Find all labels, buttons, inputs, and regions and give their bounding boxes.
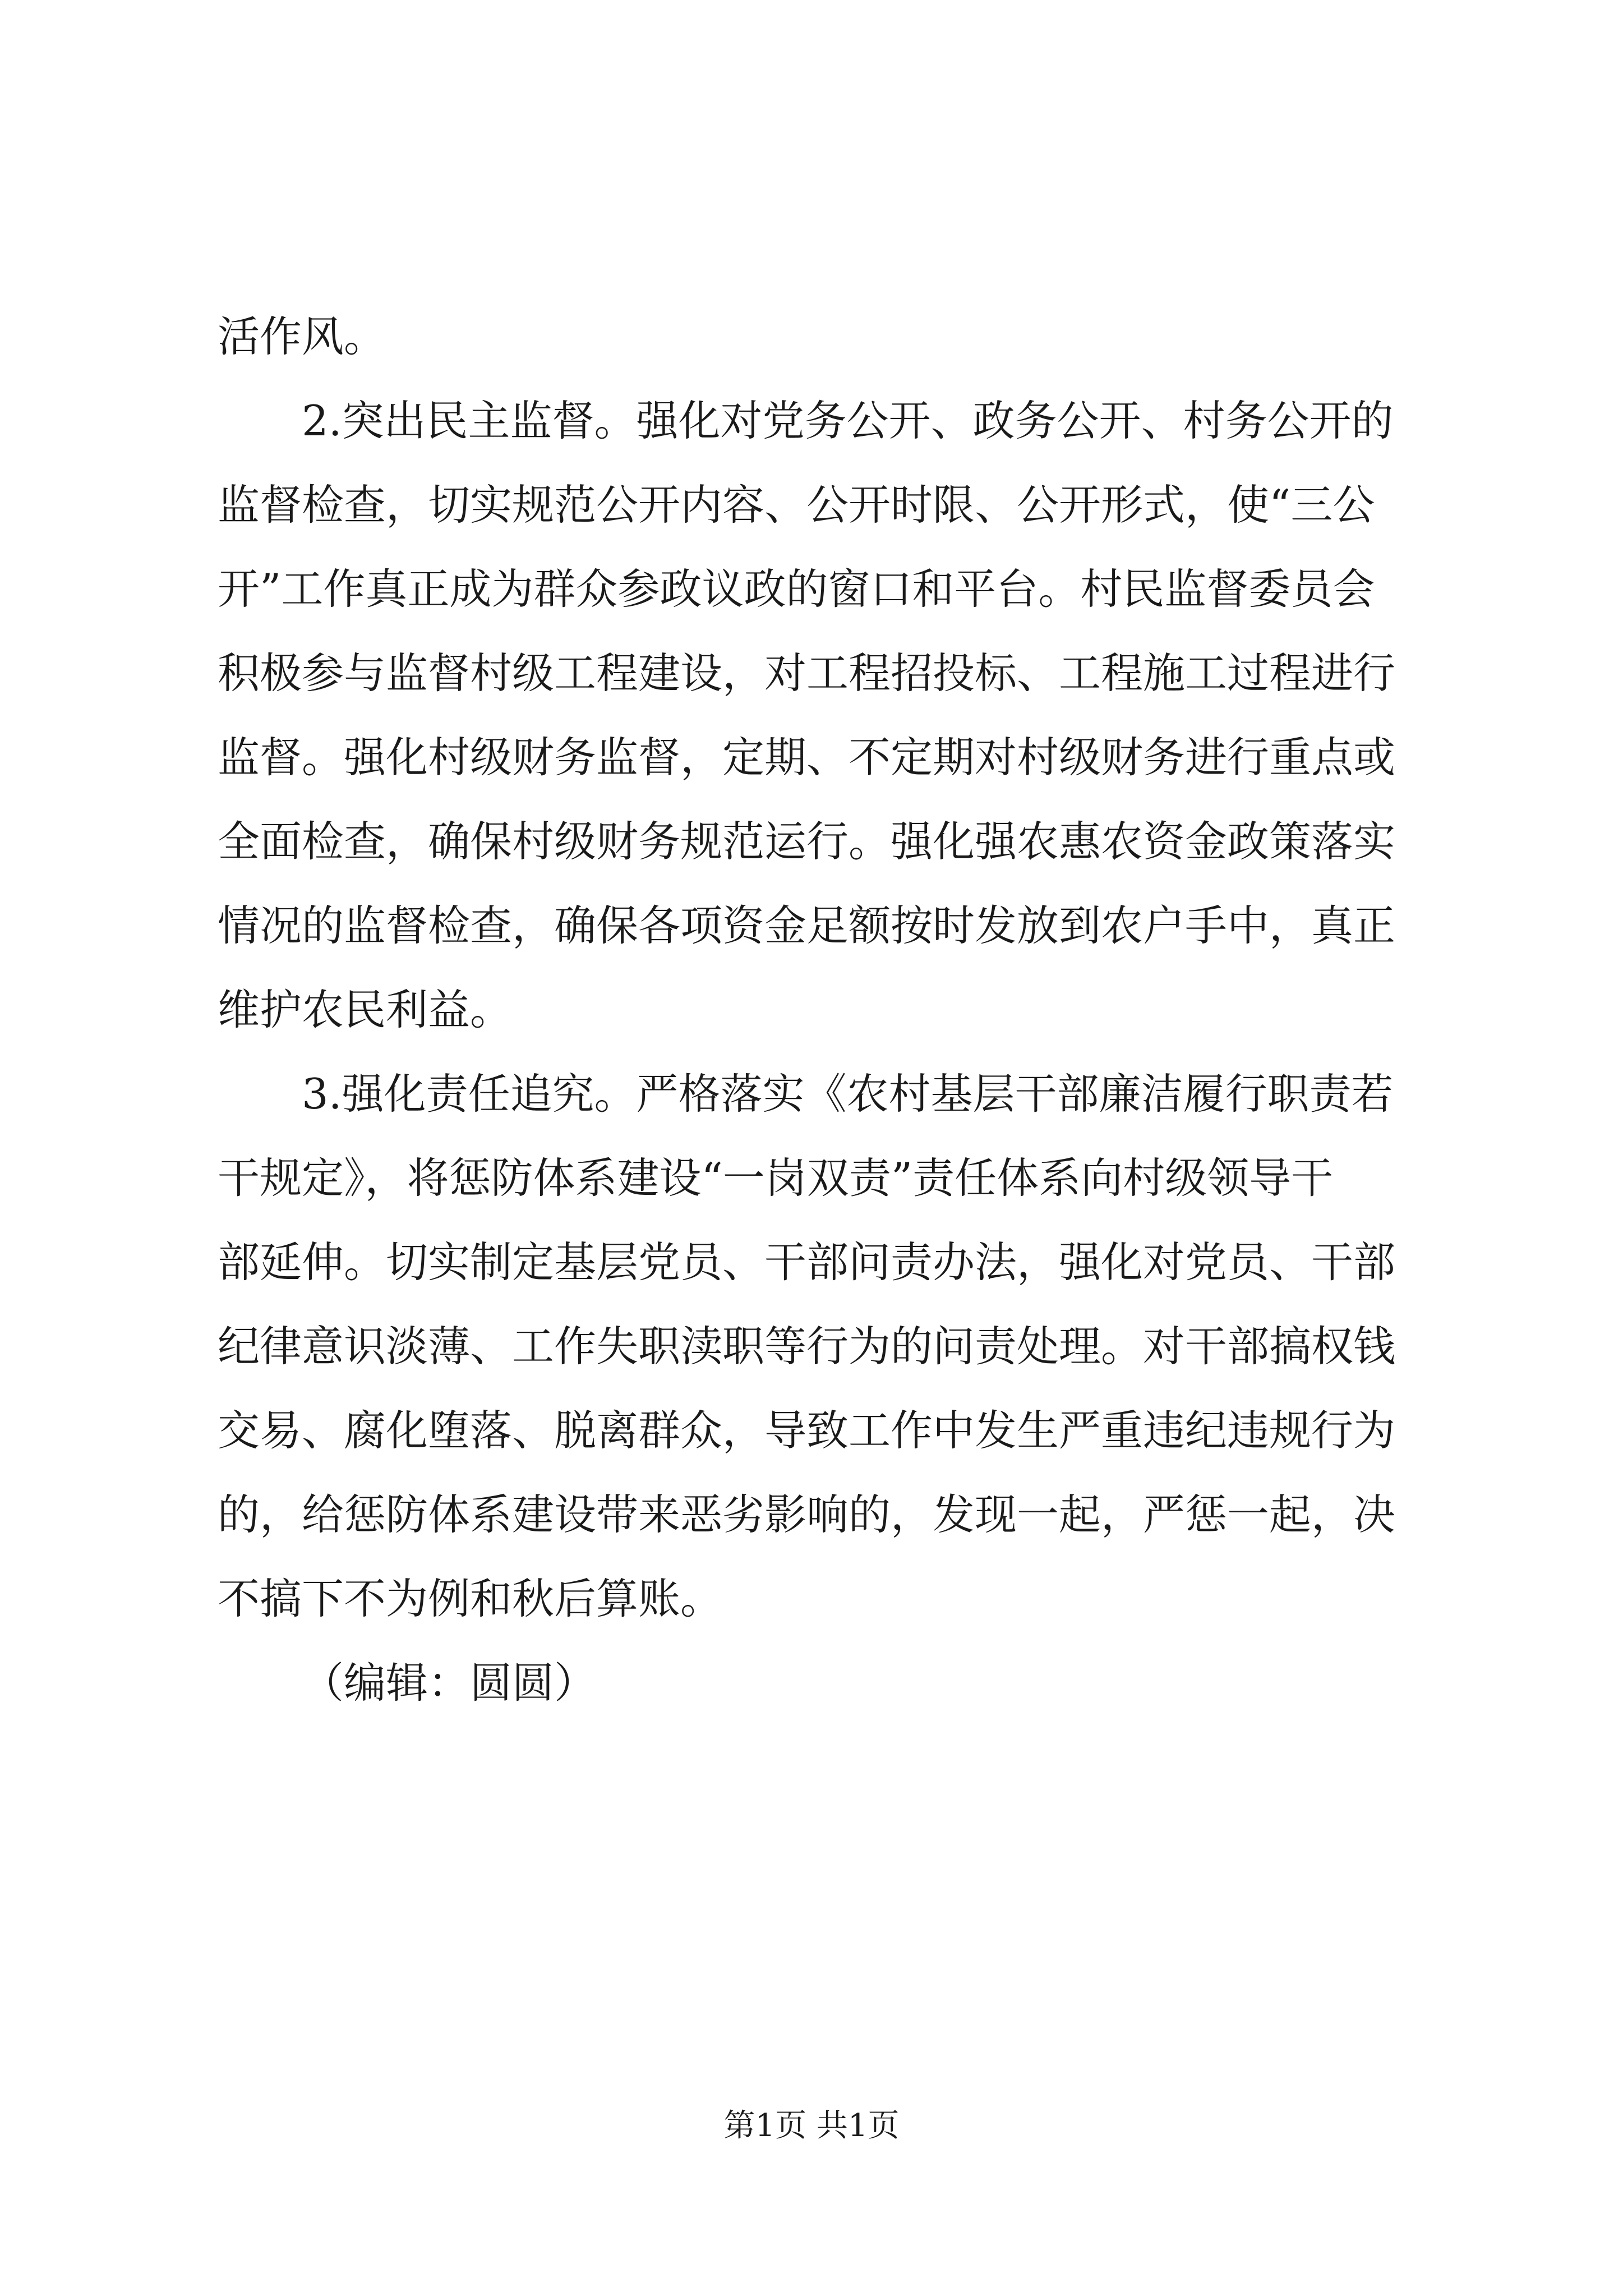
text-line: 开”工作真正成为群众参政议政的窗口和平台。村民监督委员会 bbox=[218, 564, 1375, 614]
text-line: 交易、腐化堕落、脱离群众，导致工作中发生严重违纪违规行为 bbox=[218, 1406, 1396, 1455]
text-line: 情况的监督检查，确保各项资金足额按时发放到农户手中，真正 bbox=[218, 901, 1396, 950]
text-line: 维护农民利益。 bbox=[218, 985, 513, 1034]
editor-note: （编辑：圆圆） bbox=[302, 1658, 597, 1708]
text-line: 部延伸。切实制定基层党员、干部问责办法，强化对党员、干部 bbox=[218, 1237, 1396, 1287]
text-line: 监督检查，切实规范公开内容、公开时限、公开形式，使“三公 bbox=[218, 480, 1375, 530]
paragraph-2-start: 2.突出民主监督。强化对党务公开、政务公开、村务公开的 bbox=[302, 396, 1394, 445]
text-line: 干规定》，将惩防体系建设“一岗双责”责任体系向村级领导干 bbox=[218, 1153, 1334, 1203]
paragraph-3-start: 3.强化责任追究。严格落实《农村基层干部廉洁履行职责若 bbox=[302, 1069, 1394, 1119]
text-line: 的，给惩防体系建设带来恶劣影响的，发现一起，严惩一起，决 bbox=[218, 1490, 1396, 1539]
text-line: 活作风。 bbox=[218, 312, 386, 361]
text-line: 不搞下不为例和秋后算账。 bbox=[218, 1574, 723, 1623]
text-line: 纪律意识淡薄、工作失职渎职等行为的问责处理。对干部搞权钱 bbox=[218, 1322, 1396, 1371]
text-line: 监督。强化村级财务监督，定期、不定期对村级财务进行重点或 bbox=[218, 733, 1396, 782]
text-line: 全面检查，确保村级财务规范运行。强化强农惠农资金政策落实 bbox=[218, 817, 1396, 866]
text-line: 积极参与监督村级工程建设，对工程招投标、工程施工过程进行 bbox=[218, 648, 1396, 698]
page-footer: 第1页 共1页 bbox=[723, 2108, 900, 2144]
